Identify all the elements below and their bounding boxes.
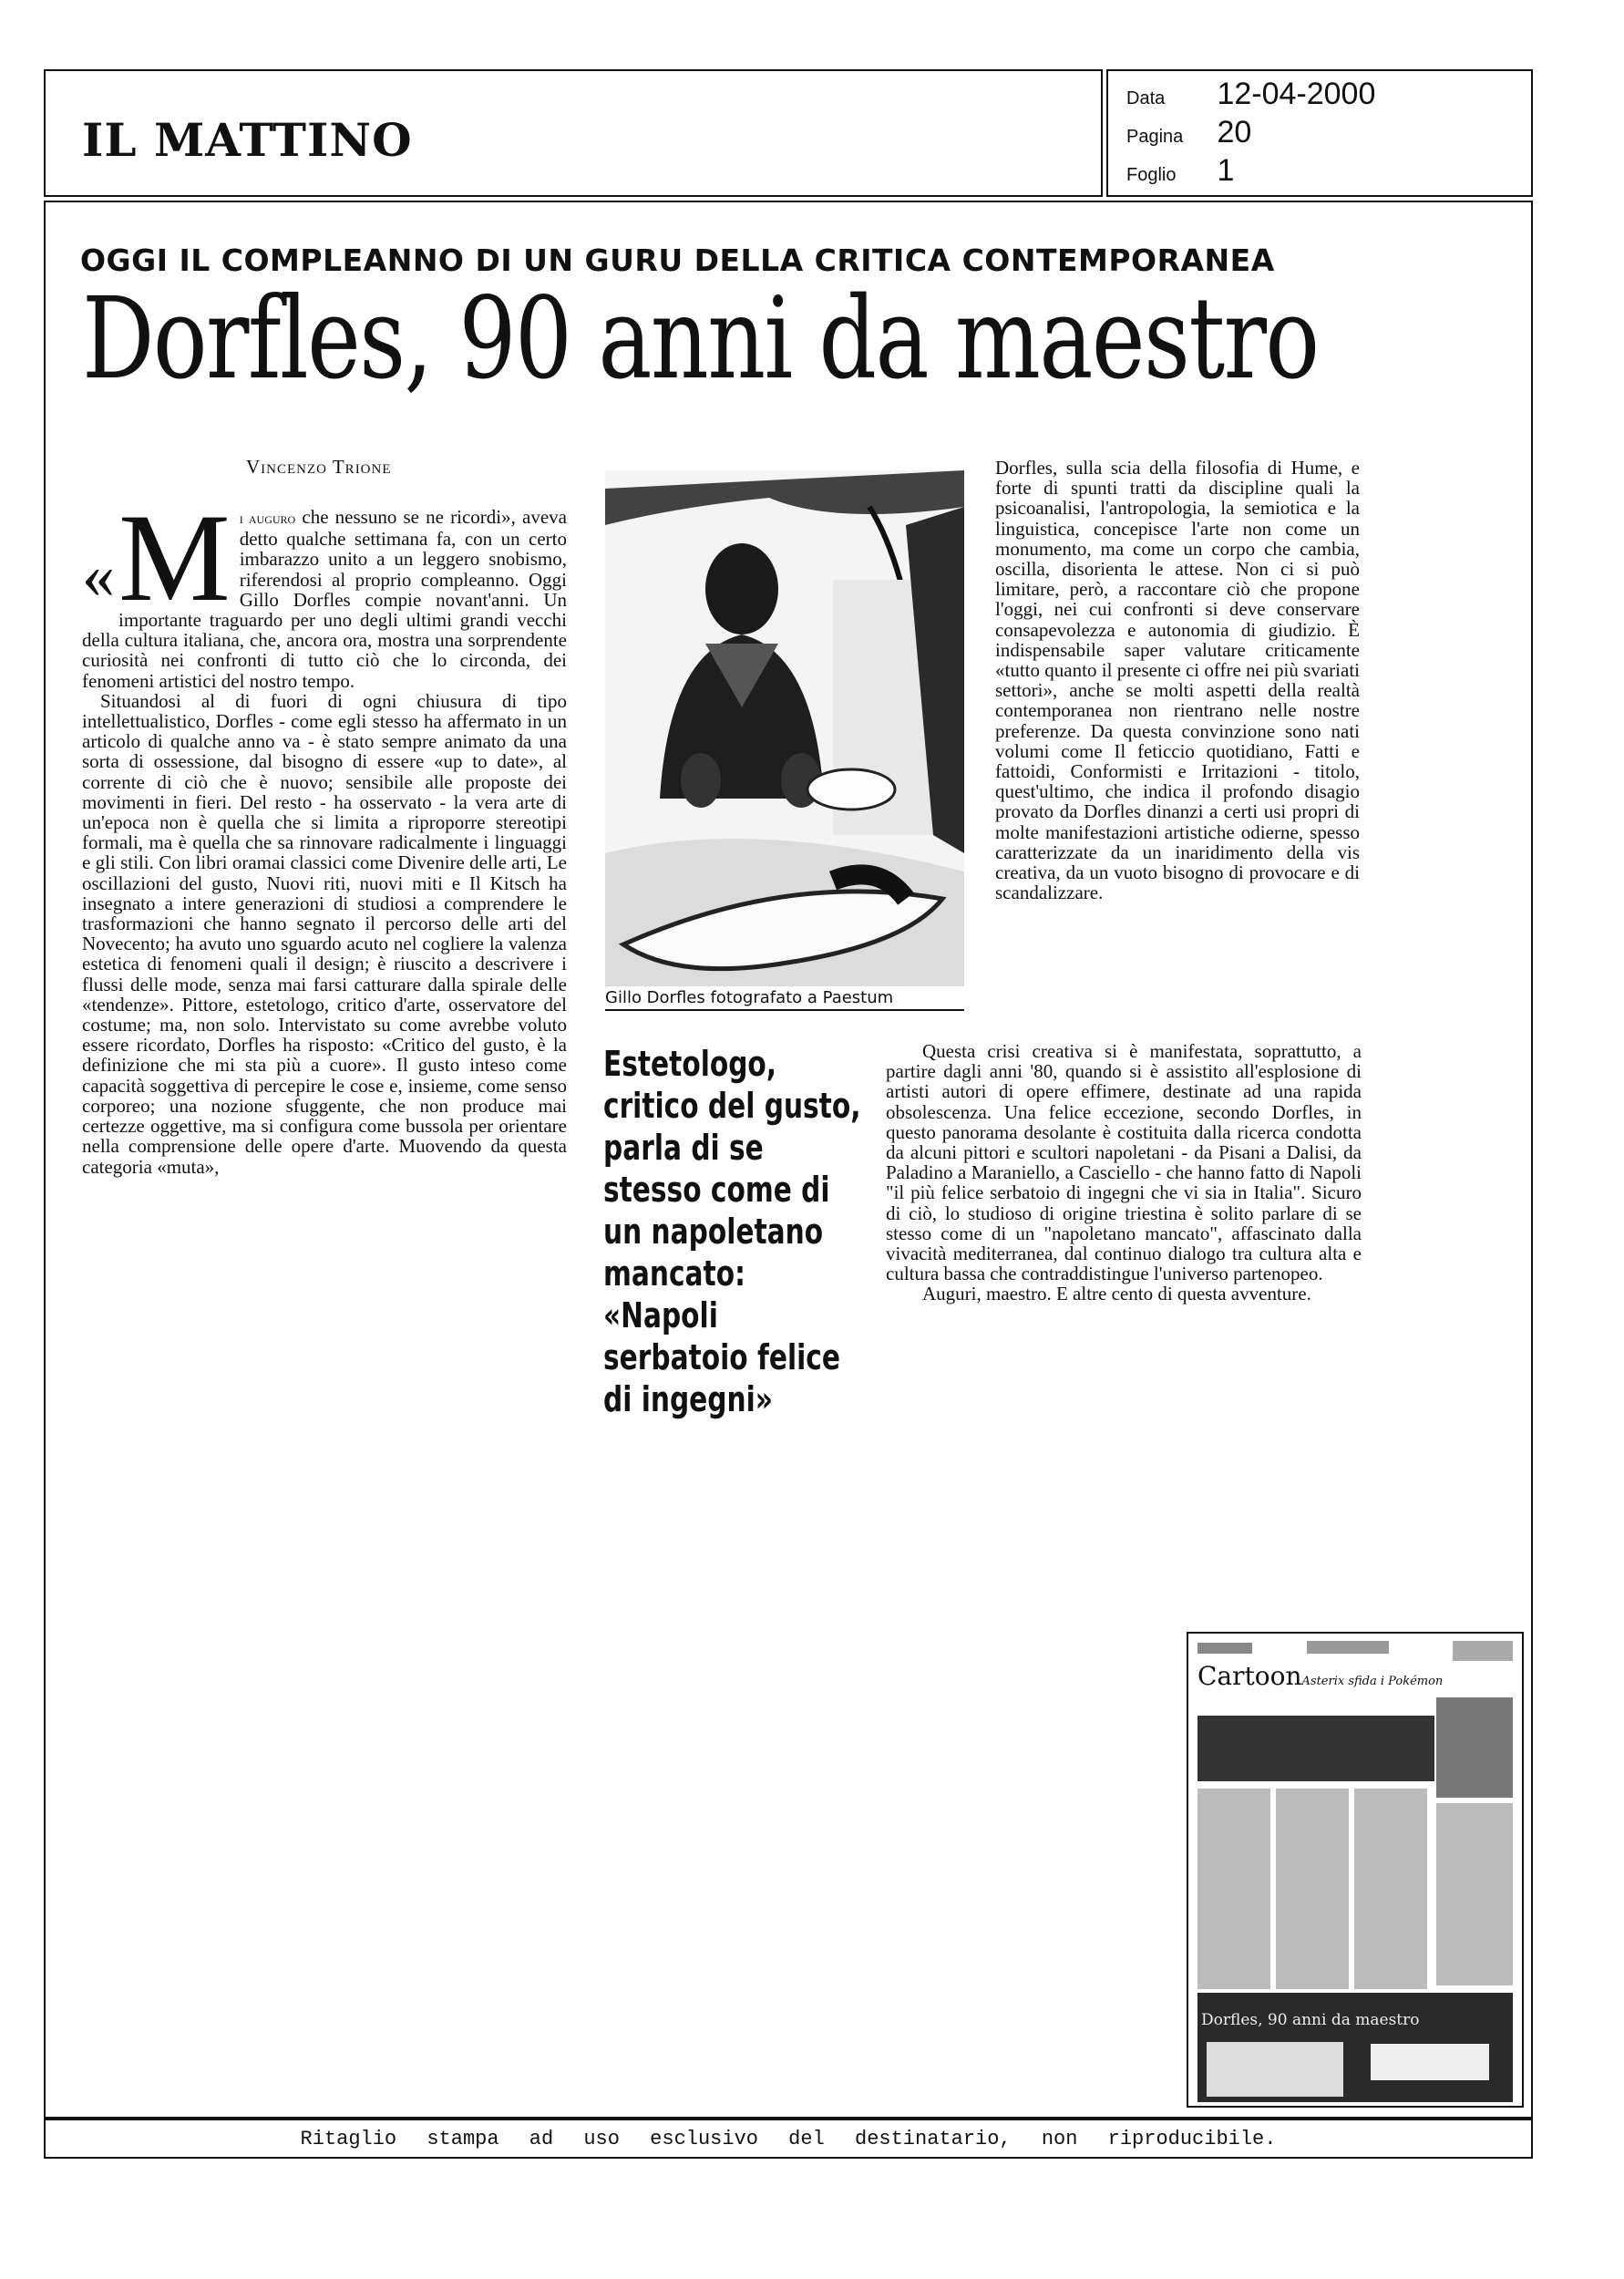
thumbnail-layout [1188,1634,1522,2106]
article-column-3-lower [886,1041,1362,1304]
reproduction-notice: Ritaglio stampa ad uso esclusivo del destinatario, non riproducibile. [300,2128,1277,2150]
meta-page-row [1126,115,1251,150]
thumbnail-title [1197,1661,1443,1691]
date-label: Data [1126,88,1166,108]
article-column-3 [995,458,1360,902]
drop-cap: M [118,488,231,627]
meta-date-row [1126,77,1375,112]
masthead-box [44,69,1103,197]
pull-quote: Estetologo, critico del gusto, parla di se stesso come di un napoletano mancato: «Napoli serbatoio felice di ingegni» [603,1044,861,1419]
paragraph-4: Questa crisi creativa si è manifestata, soprattutto, a partire dagli anni '80, quando si è assistito all'esplosione di artisti autori di opere effimere, destinate ad una rapida obsolescenza. Una felice eccezione, secondo Dorfles, in questo panorama desolante è costituita dalla ricerca condotta da alcuni pittori e scultori napoletani - da Pisani a Dalisi, da Paladino a Maraniello, a Casciello - che hanno fatto di Napoli "il più felice serbatoio di ingegni che vi sia in Italia". Sicuro di ciò, lo studioso di origine triestina è solito parlare di se stesso come di un "napoletano mancato", affascinato dalla vivacità mediterranea, dal continuo dialogo tra cultura alta e cultura bassa che contraddistingue l'universo partenopeo. [886,1040,1362,1285]
opening-quote: « [82,539,115,612]
paragraph-3: Dorfles, sulla scia della filosofia di Hume, e forte di spunti tratti da discipline quali la psicoanalisi, l'antropologia, la semiotica e la linguistica, concepisce l'arte non come un monumento, ma come un corpo che cambia, oscilla, disorienta le attese. Non ci si può limitare, però, a raccontare ciò che propone l'oggi, nei cui confronti si deve conservare consapevolezza e autonomia di giudizio. È indispensabile saper valutare criticamente «tutto quanto il presente ci offre nei più svariati settori», anche se molti aspetti della realtà contemporanea non rientrano nelle nostre preferenze. Da questa convinzione sono nati volumi come Il feticcio quotidiano, Fatti e fattoidi, Conformisti e Irritazioni - titolo, quest'ultimo, che indica il profondo disagio provato da Dorfles dinanzi a certi usi propri di molte manifestazioni artistiche odierne, spesso caratterizzate da un inaridimento della vis creativa, da un vuoto bisogno di provocare e di scandalizzare. [995,457,1360,904]
newspaper-logo: IL MATTINO [82,113,413,167]
sheet-value: 1 [1217,153,1235,188]
article-headline: Dorfles, 90 anni da maestro [82,273,1319,405]
page-thumbnail [1187,1632,1524,2108]
photo-illustration [605,470,964,986]
page-value: 20 [1217,115,1252,150]
meta-sheet-row [1126,153,1234,189]
paragraph-2: Situandosi al di fuori di ogni chiusura di tipo intellettualistico, Dorfles - come egli stesso ha affermato in un articolo di qualche anno va - è stato sempre animato da una sorta di ossessione, dal bisogno di essere «up to date», al corrente di ciò che è nuovo; sensibile alle proposte dei movimenti in fieri. Del resto - ha osservato - la vera arte di un'epoca non è quella che si limita a riproporre stereotipi formali, ma è quella che sa rinnovare radicalmente i linguaggi e gli stili. Con libri oramai classici come Divenire delle arti, Le oscillazioni del gusto, Nuovi riti, nuovi miti e Il Kitsch ha insegnato a intere generazioni di studiosi a comprendere le trasformazioni che hanno segnato il percorso delle arti del Novecento; ha avuto uno sguardo acuto nel cogliere la valenza estetica di fenomeni quali il design; è riuscito a descrivere i flussi delle mode, senza mai farsi catturare dalla spirale delle «tendenze». Pittore, estetologo, critico d'arte, osservatore del costume; ma, non solo. Intervistato su come avrebbe voluto essere ricordato, Dorfles ha risposto: «Critico del gusto, è la definizione che mi sta più a cuore». Il gusto inteso come capacità soggettiva di percepire le cose e, insieme, come senso corporeo; una nozione sfuggente, che non produce mai certezze oggettive, ma si configura come bussola per orientare nella comprensione delle opere d'arte. Muovendo da questa categoria «muta», [82,689,567,1178]
thumbnail-subtitle: Asterix sfida i Pokémon [1301,1675,1444,1688]
paragraph-1 [82,488,567,692]
thumbnail-title-text: Cartoon [1197,1661,1302,1691]
clipping-meta-box [1106,69,1533,197]
paragraph-5: Auguri, maestro. E altre cento di questa avventure. [922,1283,1311,1305]
article-kicker: OGGI IL COMPLEANNO DI UN GURU DELLA CRITICA CONTEMPORANEA [80,242,1275,278]
footer-box [44,2119,1533,2159]
article-byline: Vincenzo Trione [246,456,392,478]
paragraph-1-text: che nessuno se ne ricordi», aveva detto qualche settimana fa, con un certo imbarazzo unito a un leggero snobismo, riferendosi al proprio compleanno. Oggi Gillo Dorfles compie novant'anni. Un importante traguardo per uno degli ultimi grandi vecchi della cultura italiana, che, ancora ora, mostra una sorprendente curiosità nei confronti di tutto ciò che lo circonda, dei fenomeni artistici del nostro tempo. [82,506,567,692]
lead-smallcaps: i auguro [239,510,296,527]
photo-gillo-dorfles [605,470,964,986]
sheet-label: Foglio [1126,165,1177,185]
page-label: Pagina [1126,127,1184,147]
date-value: 12-04-2000 [1217,77,1376,111]
photo-caption: Gillo Dorfles fotografato a Paestum [605,988,964,1011]
thumbnail-headline: Dorfles, 90 anni da maestro [1201,2011,1420,2029]
article-column-1 [82,488,567,1178]
